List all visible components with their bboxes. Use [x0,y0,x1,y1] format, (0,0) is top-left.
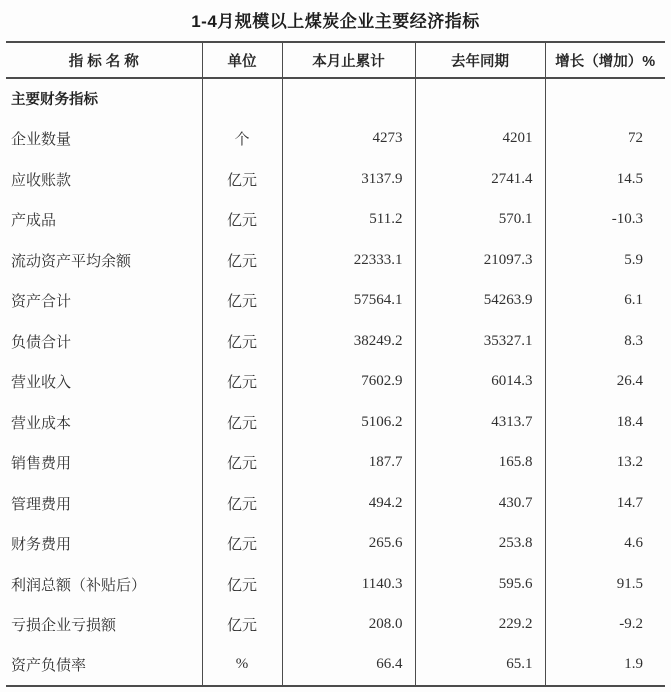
table-row [6,605,665,646]
current-value-cell: 265.6 [282,524,415,565]
growth-value-cell: 18.4 [616,413,643,430]
col-header-indicator: 指 标 名 称 [6,42,202,78]
growth-value-cell [545,78,665,119]
table-row [6,645,665,686]
table-row [6,200,665,241]
indicator-name-cell: 资产合计 [6,281,202,322]
indicator-name-cell: 资产负债率 [6,645,202,686]
last-year-value-cell: 430.7 [415,483,545,524]
last-year-value-cell [415,78,545,119]
unit-cell: % [202,645,282,686]
growth-value-cell: -10.3 [611,211,643,228]
last-year-value-cell: 253.8 [415,524,545,565]
current-value-cell: 1140.3 [282,564,415,605]
table-row [6,321,665,362]
table-body [6,78,665,686]
table-row [6,443,665,484]
current-value-cell: 3137.9 [282,159,415,200]
indicator-name-cell: 负债合计 [6,321,202,362]
page-title: 1-4月规模以上煤炭企业主要经济指标 [191,12,480,31]
last-year-value-cell: 65.1 [415,645,545,686]
indicator-name-cell: 财务费用 [6,524,202,565]
current-value-cell: 22333.1 [282,240,415,281]
unit-cell: 亿元 [202,402,282,443]
table-row [6,159,665,200]
growth-value-cell: 14.5 [616,170,643,187]
growth-value-cell: 8.3 [624,332,643,349]
growth-value-cell: 14.7 [616,494,643,511]
last-year-value-cell: 570.1 [415,200,545,241]
unit-cell: 亿元 [202,362,282,403]
last-year-value-cell: 4201 [415,119,545,160]
indicator-name-cell: 销售费用 [6,443,202,484]
table-row [6,240,665,281]
current-value-cell: 5106.2 [282,402,415,443]
growth-value-cell: 1.9 [624,656,643,673]
current-value-cell: 38249.2 [282,321,415,362]
indicators-table [6,41,665,687]
last-year-value-cell: 21097.3 [415,240,545,281]
unit-cell: 亿元 [202,321,282,362]
unit-cell: 亿元 [202,443,282,484]
table-row [6,281,665,322]
unit-cell: 亿元 [202,159,282,200]
current-value-cell: 208.0 [282,605,415,646]
current-value-cell: 57564.1 [282,281,415,322]
indicator-name-cell: 流动资产平均余额 [6,240,202,281]
unit-cell: 个 [202,119,282,160]
indicator-name-cell: 亏损企业亏损额 [6,605,202,646]
growth-value-cell: 6.1 [624,292,643,309]
current-value-cell: 7602.9 [282,362,415,403]
table-row [6,564,665,605]
last-year-value-cell: 6014.3 [415,362,545,403]
current-value-cell: 187.7 [282,443,415,484]
last-year-value-cell: 54263.9 [415,281,545,322]
current-value-cell [282,78,415,119]
indicator-name-cell: 营业收入 [6,362,202,403]
table-row [6,402,665,443]
current-value-cell: 511.2 [282,200,415,241]
indicator-name-cell: 利润总额（补贴后） [6,564,202,605]
table-row [6,483,665,524]
indicator-name-cell: 产成品 [6,200,202,241]
last-year-value-cell: 229.2 [415,605,545,646]
col-header-unit: 单位 [202,42,282,78]
unit-cell: 亿元 [202,200,282,241]
current-value-cell: 66.4 [282,645,415,686]
growth-value-cell: 4.6 [624,535,643,552]
last-year-value-cell: 35327.1 [415,321,545,362]
unit-cell: 亿元 [202,524,282,565]
col-header-current-cumulative: 本月止累计 [282,42,415,78]
unit-cell: 亿元 [202,240,282,281]
indicator-name-cell: 企业数量 [6,119,202,160]
section-row [6,78,665,119]
header-row [6,42,665,78]
last-year-value-cell: 595.6 [415,564,545,605]
unit-cell: 亿元 [202,564,282,605]
growth-value-cell: 5.9 [624,251,643,268]
growth-value-cell: 13.2 [616,454,643,471]
table-row [6,524,665,565]
indicator-name-cell: 管理费用 [6,483,202,524]
indicator-name-cell: 应收账款 [6,159,202,200]
last-year-value-cell: 165.8 [415,443,545,484]
growth-value-cell: 72 [628,130,643,147]
unit-cell: 亿元 [202,605,282,646]
growth-value-cell: 91.5 [616,575,643,592]
col-header-growth: 增长（增加）% [545,42,665,78]
unit-cell: 亿元 [202,281,282,322]
last-year-value-cell: 4313.7 [415,402,545,443]
current-value-cell: 494.2 [282,483,415,524]
col-header-same-period-last-year: 去年同期 [415,42,545,78]
growth-value-cell: 26.4 [616,373,643,390]
indicator-name-cell: 营业成本 [6,402,202,443]
growth-value-cell: -9.2 [619,616,643,633]
table-row [6,119,665,160]
last-year-value-cell: 2741.4 [415,159,545,200]
table-row [6,362,665,403]
current-value-cell: 4273 [282,119,415,160]
unit-cell: 亿元 [202,483,282,524]
unit-cell [202,78,282,119]
section-label: 主要财务指标 [6,78,202,119]
